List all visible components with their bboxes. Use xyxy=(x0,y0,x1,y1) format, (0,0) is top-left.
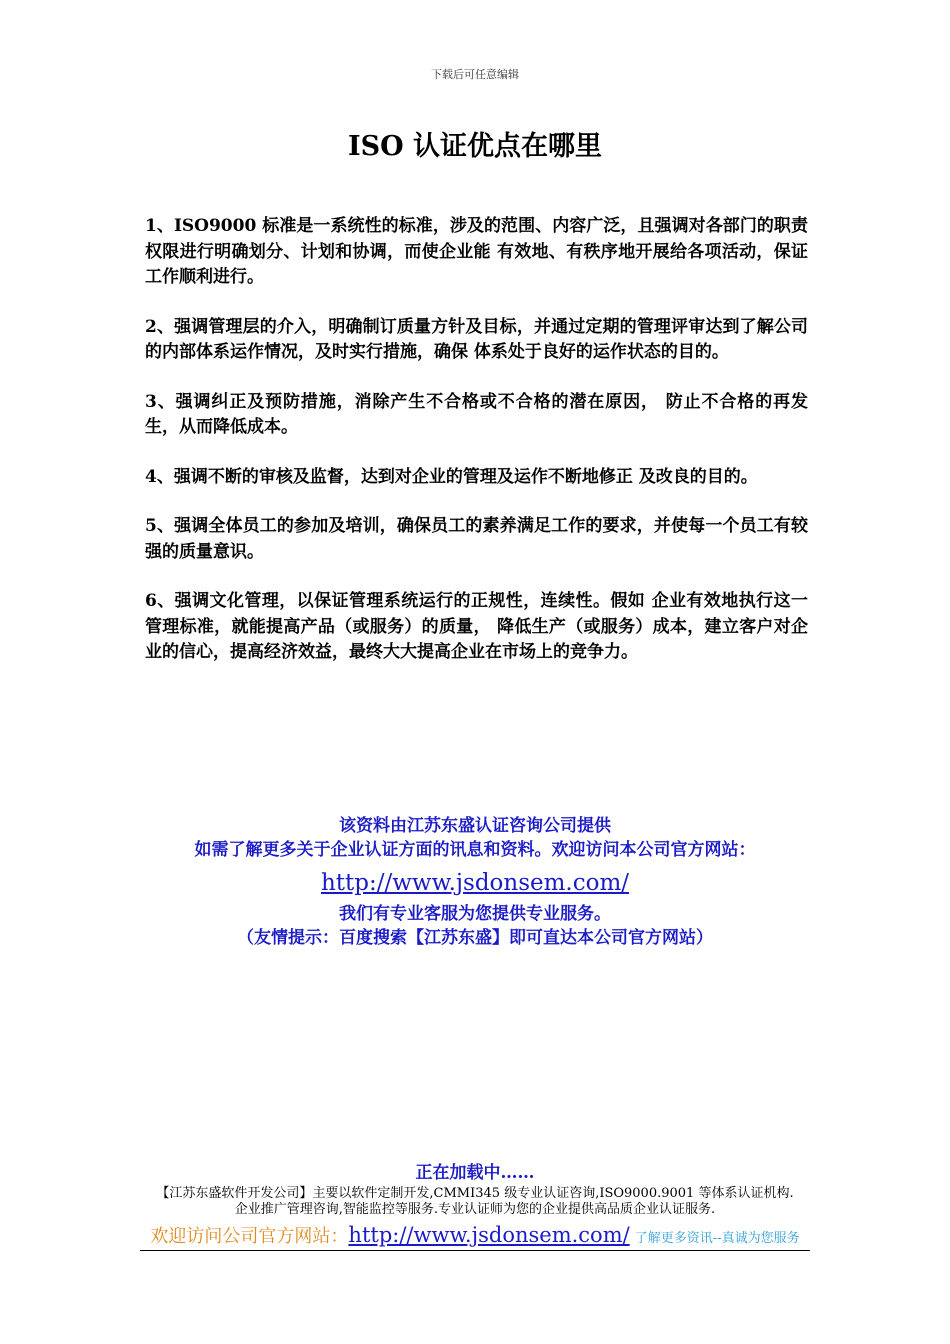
paragraph-3: 3、强调纠正及预防措施，消除产生不合格或不合格的潜在原因， 防止不合格的再发生，从而降低成本。 xyxy=(145,391,808,437)
promo-provider-line: 该资料由江苏东盛认证咨询公司提供 xyxy=(339,816,611,836)
promo-website-link[interactable]: http://www.jsdonsem.com/ xyxy=(320,870,630,896)
promo-block xyxy=(0,814,950,950)
paragraph-2: 2、强调管理层的介入，明确制订质量方针及目标，并通过定期的管理评审达到了解公司的内部体系运作情况，及时实行措施，确保 体系处于良好的运作状态的目的。 xyxy=(145,316,808,362)
header-note: 下载后可任意编辑 xyxy=(431,68,519,81)
document-title: ISO 认证优点在哪里 xyxy=(347,131,603,162)
promo-tip-line: （友情提示：百度搜索【江苏东盛】即可直达本公司官方网站） xyxy=(237,928,713,948)
paragraph-1: 1、ISO9000 标准是一系统性的标准，涉及的范围、内容广泛，且强调对各部门的职责权限进行明确划分、计划和协调，而使企业能 有效地、有秩序地开展给各项活动，保证工作顺利进行。 xyxy=(145,216,808,287)
footer-visit-tail: 了解更多资讯--真诚为您服务 xyxy=(634,1231,800,1246)
document-body xyxy=(145,214,808,690)
loading-indicator: 正在加载中…… xyxy=(415,1163,535,1183)
promo-visit-line: 如需了解更多关于企业认证方面的讯息和资料。欢迎访问本公司官方网站： xyxy=(194,840,756,860)
footer-visit-row xyxy=(140,1222,810,1251)
paragraph-6: 6、强调文化管理，以保证管理系统运行的正规性，连续性。假如 企业有效地执行这一管理标准，就能提高产品（或服务）的质量， 降低生产（或服务）成本，建立客户对企业的信心，提高经济效益，最终大大提高企业在市场上的竞争力。 xyxy=(145,591,808,662)
footer-description-2: 企业推广管理咨询,智能监控等服务.专业认证师为您的企业提供高品质企业认证服务. xyxy=(234,1202,716,1217)
footer-website-link[interactable]: http://www.jsdonsem.com/ xyxy=(348,1223,630,1247)
paragraph-4: 4、强调不断的审核及监督，达到对企业的管理及运作不断地修正 及改良的目的。 xyxy=(145,466,758,487)
footer xyxy=(140,1160,810,1251)
footer-description-1: 【江苏东盛软件开发公司】主要以软件定制开发,CMMI345 级专业认证咨询,ISO9000.9001 等体系认证机构. xyxy=(156,1186,794,1201)
paragraph-5: 5、强调全体员工的参加及培训，确保员工的素养满足工作的要求，并使每一个员工有较强的质量意识。 xyxy=(145,516,808,562)
footer-visit-label: 欢迎访问公司官方网站： xyxy=(150,1226,349,1247)
promo-service-line: 我们有专业客服为您提供专业服务。 xyxy=(339,904,611,924)
